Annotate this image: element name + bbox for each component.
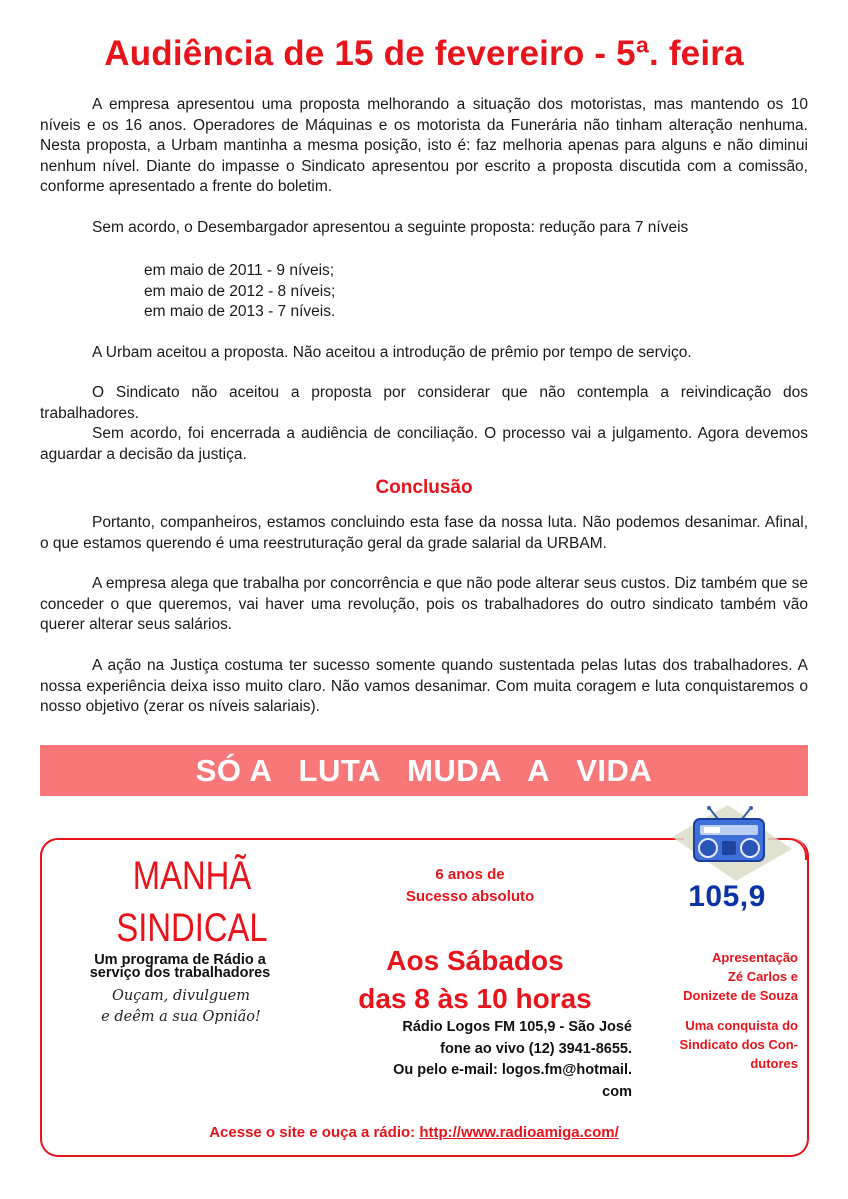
show-name [94, 850, 291, 954]
conclusion-paragraph-2: A empresa alega que trabalha por concorrência e que não pode alterar seus custos. Diz também que se conceder o que queremos, vai haver uma revolução, pois os trabalhadores do outro sindicato também vão querer alterar seus salários. [40, 575, 808, 633]
achievement-line: Sindicato dos Con- [679, 1037, 798, 1052]
paragraph-sindicato: O Sindicato não aceitou a proposta por considerar que não contempla a reivindicação dos trabalhadores. [40, 384, 808, 422]
page-title: Audiência de 15 de fevereiro - 5ª. feira [104, 34, 744, 73]
slogan-line: e deêm a sua Opnião! [101, 1009, 261, 1025]
slogan-line: Ouçam, divulguem [112, 988, 250, 1004]
slogan-banner: SÓ A LUTA MUDA A VIDA [40, 745, 808, 796]
radio-contact [336, 1017, 632, 1103]
years-line: Sucesso absoluto [405, 888, 535, 905]
radio-email: Ou pelo e-mail: logos.fm@hotmail. [393, 1062, 632, 1078]
conclusion-body-3 [40, 656, 808, 718]
conclusion-body [40, 513, 808, 554]
achievement-note [640, 1016, 798, 1073]
article-body-2 [40, 218, 808, 239]
hosts-line: Zé Carlos e [727, 969, 798, 984]
hosts-line: Apresentação [712, 950, 798, 965]
list-item: em maio de 2011 - 9 níveis; [144, 262, 335, 279]
paragraph-judge: Sem acordo, o Desembargador apresentou a seguinte proposta: redução para 7 níveis [92, 219, 689, 236]
access-site-line [0, 1124, 828, 1141]
list-item: em maio de 2012 - 8 níveis; [144, 282, 336, 300]
radio-email-cont: com [602, 1083, 632, 1100]
program-line: serviço dos trabalhadores [89, 965, 271, 981]
conclusion-body-2 [40, 574, 808, 636]
schedule [330, 942, 620, 1018]
achievement-line: Uma conquista do [685, 1018, 798, 1033]
article-body-3 [40, 343, 808, 364]
conclusion-heading: Conclusão [375, 477, 473, 498]
paragraph-urbam: A Urbam aceitou a proposta. Não aceitou a introdução de prêmio por tempo de serviço. [92, 344, 692, 361]
hosts [640, 948, 798, 1005]
conclusion-paragraph-3: A ação na Justiça costuma ter sucesso somente quando sustentada pelas lutas dos trabalhadores. A nossa experiência deixa isso muito claro. Não vamos desanimar. Com muita coragem e luta conquistaremos o nosso objetivo (zerar os níveis salariais). [40, 657, 808, 715]
slogan-text [72, 986, 290, 1028]
paragraph-closing: Sem acordo, foi encerrada a audiência de conciliação. O processo vai a julgamento. Agora devemos aguardar a decisão da justiça. [40, 425, 808, 463]
show-name-line: MANHÃ [132, 854, 252, 898]
schedule-time: das 8 às 10 horas [358, 983, 592, 1014]
level-list [40, 261, 808, 323]
article-body-4 [40, 383, 808, 465]
achievement-line: dutores [750, 1056, 798, 1071]
radio-phone: fone ao vivo (12) 3941-8655. [440, 1040, 632, 1057]
years-badge [360, 864, 580, 908]
years-line: 6 anos de [435, 866, 505, 883]
schedule-day: Aos Sábados [386, 945, 564, 976]
list-item: em maio de 2013 - 7 níveis. [144, 303, 336, 320]
program-line: Um programa de Rádio a [94, 952, 266, 968]
radio-site-link[interactable]: http://www.radioamiga.com/ [419, 1124, 619, 1141]
article-body [40, 95, 808, 198]
access-text: Acesse o site e ouça a rádio: [209, 1124, 420, 1141]
radio-frequency: 105,9 [688, 880, 766, 913]
radio-station: Rádio Logos FM 105,9 - São José [402, 1019, 632, 1035]
hosts-line: Donizete de Souza [683, 988, 798, 1003]
program-description [60, 954, 300, 980]
show-name-line: SINDICAL [116, 906, 268, 950]
paragraph-proposal: A empresa apresentou uma proposta melhorando a situação dos motoristas, mas mantendo os 10 níveis e os 16 anos. Operadores de Máquinas e os motorista da Funerária não tinham alteração nenhuma. Nesta proposta, a Urbam mantinha a mesma posição, isto é: faz melhoria apenas para alguns e não diminui nenhum nível. Diante do impasse o Sindicato apresentou por escrito a proposta discutida com a comissão, conforme apresentado a frente do boletim. [40, 96, 808, 195]
conclusion-paragraph-1: Portanto, companheiros, estamos concluindo esta fase da nossa luta. Não podemos desanimar. Afinal, o que estamos querendo é uma reestruturação geral da grade salarial da URBAM. [40, 514, 808, 552]
